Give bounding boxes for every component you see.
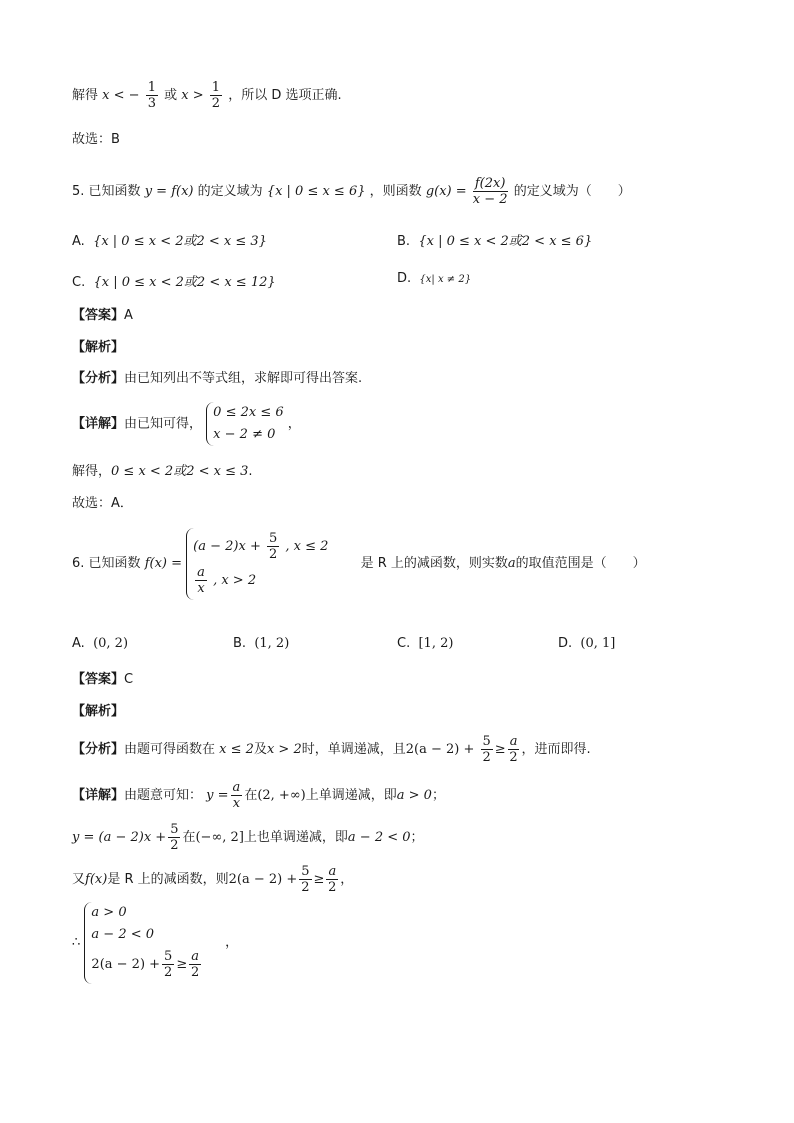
text: ，所以 D 选项正确.	[228, 88, 342, 103]
q5-option-c: C. {x | 0 ≤ x < 2或2 < x ≤ 12}	[72, 275, 276, 290]
q5-analysis: 【分析】由已知列出不等式组，求解即可得出答案.	[72, 371, 363, 386]
inequality-system: 0 ≤ 2x ≤ 6 x − 2 ≠ 0	[206, 402, 283, 446]
text: 解得	[72, 88, 99, 103]
q6-option-a: A. (0, 2)	[72, 636, 129, 651]
fraction: $\frac{1}{3}$	[147, 80, 156, 111]
piecewise-function: (a − 2)x + $\frac{5}{2}$ , x ≤ 2 $\frac{a}{x}$ , x > 2	[186, 528, 328, 600]
q6-answer: 【答案】C	[72, 672, 134, 687]
q6-option-d: D. (0, 1]	[558, 636, 616, 651]
q6-jiexi: 【解析】	[72, 704, 125, 719]
q5-answer: 【答案】A	[72, 308, 133, 323]
q6-option-c: C. [1, 2)	[397, 636, 454, 651]
question-number: 5.	[72, 184, 85, 199]
q5-detail: 【详解】由已知可得， 0 ≤ 2x ≤ 6 x − 2 ≠ 0 ，	[72, 402, 301, 446]
q6-system: ∴ a > 0 a − 2 < 0 2(a − 2) + $\frac{5}{2}$ ≥ $\frac{a}{2}$ ，	[72, 902, 238, 984]
math: {x | 0 ≤ x ≤ 6}	[266, 184, 366, 199]
q6-analysis: 【分析】由题可得函数在 x ≤ 2及x > 2时，单调递减，且2(a − 2) + $\frac{5}{2}$ ≥ $\frac{a}{2}$ ，进而即得.	[72, 734, 591, 765]
q6-detail-2: y = (a − 2)x + $\frac{5}{2}$ 在(−∞, 2]上也单调递减，即a − 2 < 0；	[72, 822, 424, 853]
q6-detail-1: 【详解】由题意可知： y = $\frac{a}{x}$ 在(2, +∞)上单调递减，即a > 0；	[72, 780, 445, 811]
q5-solution: 解得，0 ≤ x < 2或2 < x ≤ 3.	[72, 464, 253, 479]
q5-option-d: D. {x| x ≠ 2}	[397, 271, 472, 286]
prev-conclusion	[72, 80, 342, 111]
q6-detail-3: 又f(x)是 R 上的减函数，则2(a − 2) + $\frac{5}{2}$ ≥ $\frac{a}{2}$ ，	[72, 864, 354, 895]
text: 的定义域为	[197, 184, 263, 199]
q6-stem: 6. 已知函数 f(x) = (a − 2)x + $\frac{5}{2}$ , x ≤ 2 $\frac{a}{x}$ , x > 2 是 R 上的减函数，则实数a的取值范围是（ ）	[72, 528, 646, 600]
math: y = f(x)	[144, 184, 194, 199]
text: ，则函数	[369, 184, 422, 199]
q5-choice: 故选：A．	[72, 496, 133, 511]
math: g(x) =	[425, 184, 467, 199]
q5-jiexi: 【解析】	[72, 340, 125, 355]
math: x < −	[102, 88, 140, 103]
q5-stem	[72, 176, 631, 207]
text: 或	[164, 88, 178, 103]
q5-option-a: A. {x | 0 ≤ x < 2或2 < x ≤ 3}	[72, 234, 267, 249]
q5-option-b: B. {x | 0 ≤ x < 2或2 < x ≤ 6}	[397, 234, 593, 249]
math: x >	[181, 88, 204, 103]
text: 已知函数	[88, 184, 141, 199]
text: 的定义域为（ ）	[513, 184, 631, 199]
fraction: $\frac{1}{2}$	[211, 80, 221, 111]
inequality-system: a > 0 a − 2 < 0 2(a − 2) + $\frac{5}{2}$ ≥ $\frac{a}{2}$	[84, 902, 203, 984]
prev-choice: 故选：B	[72, 132, 120, 147]
fraction: $\frac{f(2x)}{x - 2}$	[472, 176, 508, 207]
q6-option-b: B. (1, 2)	[233, 636, 290, 651]
